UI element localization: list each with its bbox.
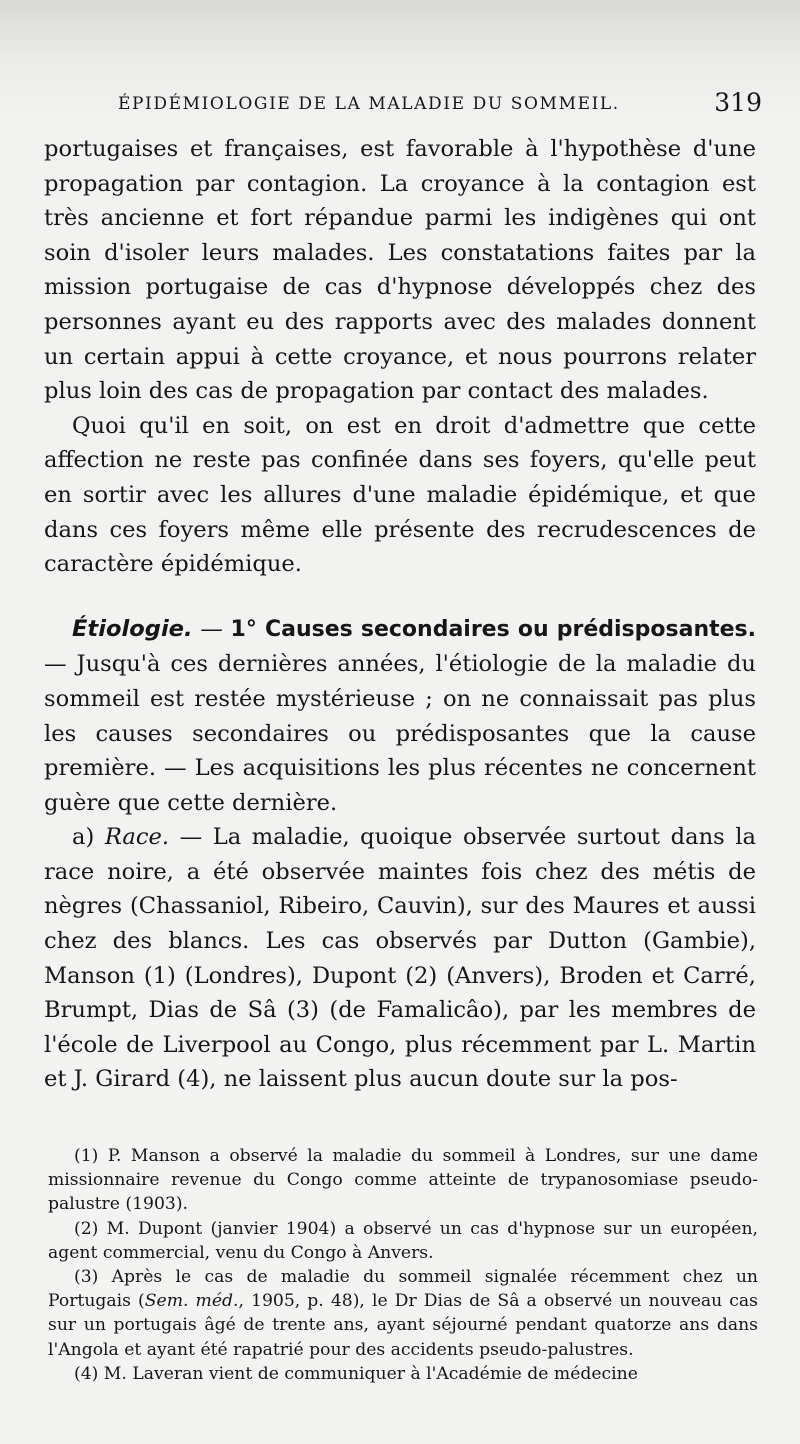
- section-subtitle: 1° Causes secondaires ou prédisposantes.: [230, 616, 756, 642]
- footnote-1: (1) P. Manson a observé la maladie du sommeil à Londres, sur une dame missionnaire revenue du Congo comme atteinte de trypanosomiase pseudo-palustre (1903).: [48, 1146, 758, 1215]
- running-title: ÉPIDÉMIOLOGIE DE LA MALADIE DU SOMMEIL.: [118, 94, 620, 114]
- body-text: [44, 132, 756, 1097]
- paragraph-contagion: portugaises et françaises, est favorable à l'hypothèse d'une propagation par contagion. La croyance à la contagion est très ancienne et fort répandue parmi les indigènes qui ont soin d'isoler leurs malades. Les constatations faites par la mission portugaise de cas d'hypnose développés chez des personnes ayant eu des rapports avec des malades donnent un certain appui à cette croyance, et nous pourrons relater plus loin des cas de propagation par contact des malades.: [44, 136, 756, 405]
- section-text: — Jusqu'à ces dernières années, l'étiologie de la maladie du sommeil est restée mystérieuse ; on ne connaissait pas plus les causes secondaires ou prédisposantes que la cause première. — Les acquisitions les plus récentes ne concernent guère que cette dernière.: [44, 651, 756, 816]
- footnote-4: (4) M. Laveran vient de communiquer à l'Académie de médecine: [74, 1363, 638, 1384]
- running-head: [118, 88, 768, 124]
- paragraph-race: [44, 820, 756, 1097]
- footnote-3-text-b: , 1905, p. 48), le Dr Dias de Sâ a observé un nouveau cas sur un portugais âgé de trente ans, ayant séjourné pendant quatorze ans dans l'Angola et ayant été rapatrié pour des accidents pseudo-palustres.: [48, 1291, 758, 1360]
- footnote-2: (2) M. Dupont (janvier 1904) a observé un cas d'hypnose sur un européen, agent commercial, venu du Congo à Anvers.: [48, 1218, 758, 1263]
- paragraph-etiology: [44, 612, 756, 821]
- race-text: — La maladie, quoique observée surtout dans la race noire, a été observée maintes fois chez des métis de nègres (Chassaniol, Ribeiro, Cauvin), sur des Maures et aussi chez des blancs. Les cas observés par Dutton (Gambie), Manson (1) (Londres), Dupont (2) (Anvers), Broden et Carré, Brumpt, Dias de Sâ (3) (de Famalicâo), par les membres de l'école de Liverpool au Congo, plus récemment par L. Martin et J. Girard (4), ne laissent plus aucun doute sur la pos-: [44, 824, 756, 1093]
- footnotes: [48, 1144, 758, 1386]
- page-number: 319: [714, 88, 762, 117]
- paragraph-epidemic: Quoi qu'il en soit, on est en droit d'admettre que cette affection ne reste pas confinée dans ses foyers, qu'elle peut en sortir avec les allures d'une maladie épidémique, et que dans ces foyers même elle présente des recrudescences de caractère épidémique.: [44, 412, 756, 578]
- footnote-3: [48, 1265, 758, 1362]
- section-title: Étiologie.: [72, 615, 193, 642]
- footnote-3-text-a: (3) Après le cas de maladie du sommeil signalée récemment chez un Portugais (: [48, 1267, 758, 1312]
- race-title: Race.: [104, 824, 170, 851]
- race-label: a): [72, 824, 105, 851]
- section-dash: —: [192, 615, 231, 642]
- footnote-3-reference: Sem. méd.: [144, 1291, 239, 1312]
